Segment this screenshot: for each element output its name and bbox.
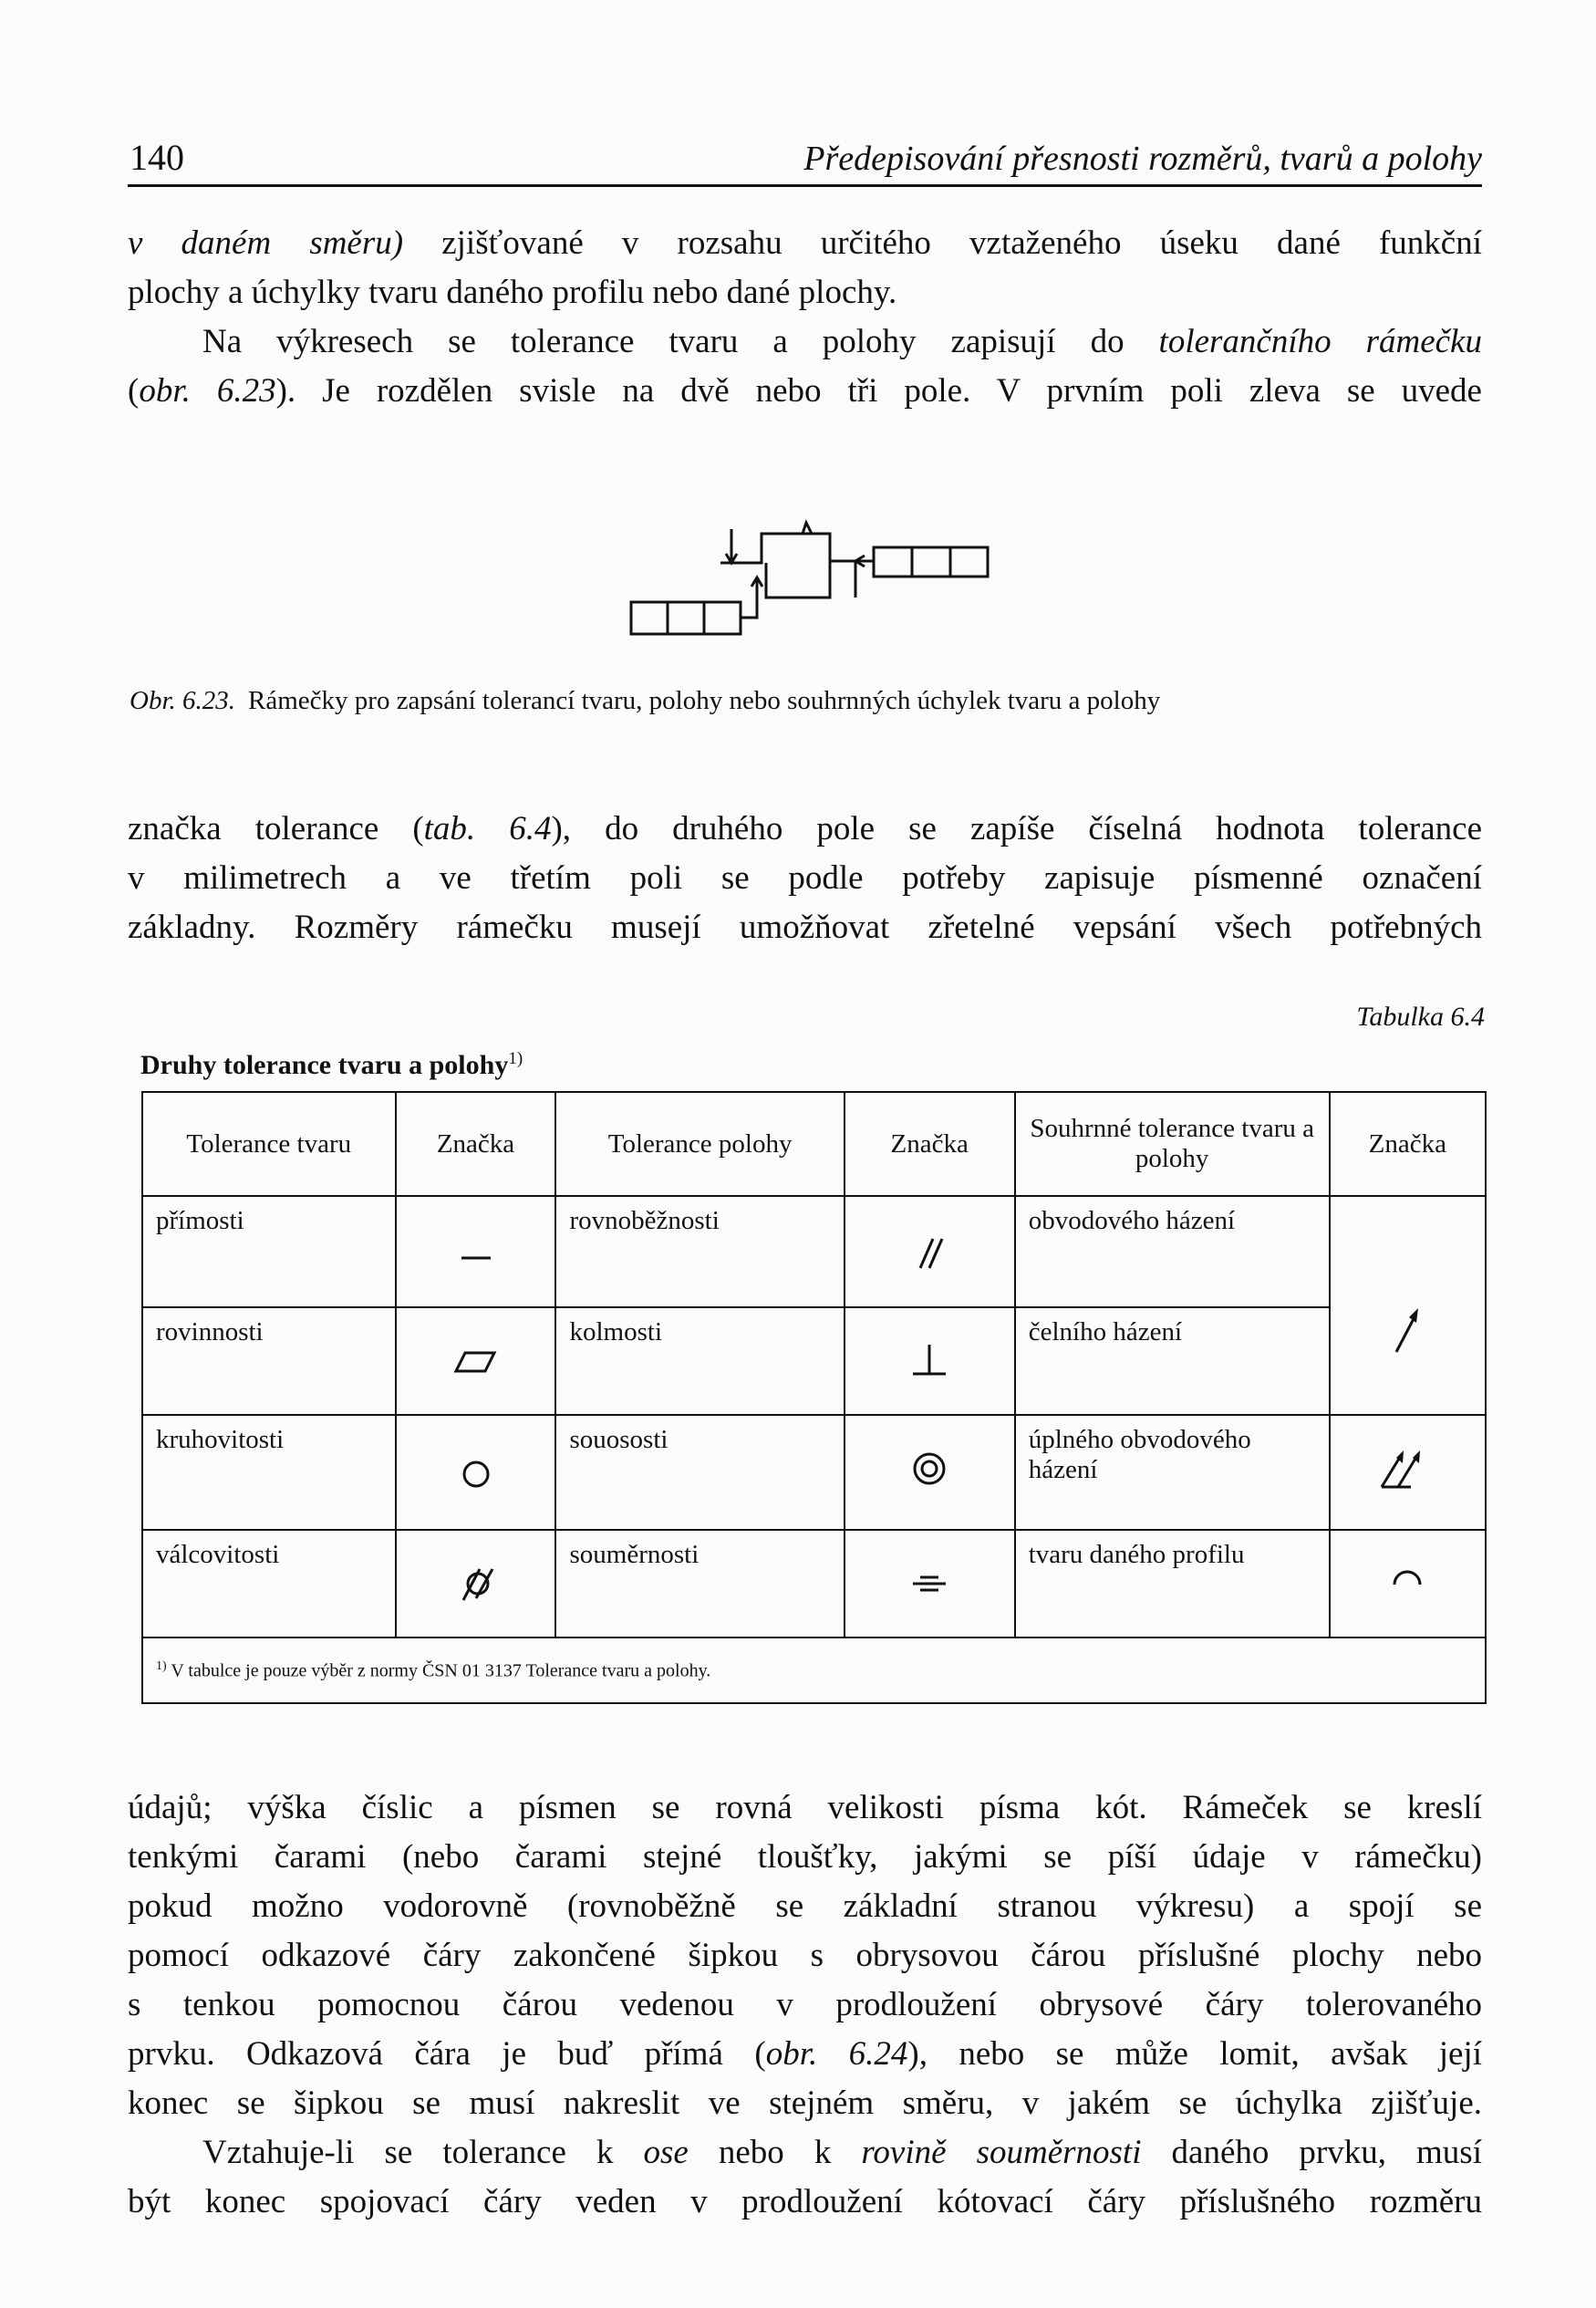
form-tolerance-cell: přímosti: [142, 1196, 396, 1307]
table-label: Tabulka 6.4: [1356, 1002, 1485, 1032]
column-header: Značka: [845, 1092, 1015, 1196]
flatness-symbol-icon: [449, 1335, 503, 1380]
text: prvku. Odkazová čára je buď přímá (: [128, 2035, 766, 2073]
text-line: [128, 367, 1482, 416]
text: ). Je rozdělen svisle na dvě nebo tři pole. V prvním poli zleva se uvede: [275, 372, 1482, 410]
part-outline: [720, 534, 830, 598]
circularity-symbol-icon: [449, 1441, 503, 1496]
text-line: pokud možno vodorovně (rovnoběžně se základní stranou výkresu) a spojí se: [128, 1887, 1482, 1925]
paragraph-4: [128, 2128, 1482, 2227]
text: ), do druhého pole se zapíše číselná hodnota tolerance: [551, 810, 1482, 847]
table-reference: tab. 6.4: [423, 810, 552, 847]
form-tolerance-cell: rovinnosti: [142, 1307, 396, 1415]
emphasis: ose: [643, 2134, 689, 2171]
lower-frame: [631, 602, 741, 634]
table-row: [142, 1530, 1486, 1637]
concentricity-symbol-icon: [902, 1441, 957, 1496]
text: značka tolerance (: [128, 810, 424, 847]
form-tolerance-cell: kruhovitosti: [142, 1415, 396, 1530]
text-line: [128, 219, 1482, 268]
emphasis: tolerančního rámečku: [1158, 323, 1482, 360]
text: (: [128, 372, 140, 410]
figure-reference: obr. 6.24: [765, 2035, 908, 2073]
table-row: [142, 1307, 1486, 1415]
paragraph-2: [128, 805, 1482, 952]
text: daného prvku, musí: [1141, 2134, 1482, 2171]
part-outline: [830, 561, 855, 598]
column-header: Značka: [1330, 1092, 1486, 1196]
text-line: [128, 805, 1482, 854]
symbol-cell: [845, 1530, 1015, 1637]
tolerance-frame-figure: [629, 506, 1012, 652]
text-line: v milimetrech a ve třetím poli se podle potřeby zapisuje písmenné označení: [128, 859, 1482, 897]
perpendicularity-symbol-icon: [902, 1330, 957, 1385]
symbol-cell: [396, 1530, 556, 1637]
text: Na výkresech se tolerance tvaru a polohy zapisují do: [202, 323, 1159, 360]
leader-line: [771, 523, 812, 534]
text-line: [128, 317, 1482, 367]
text-line: základny. Rozměry rámečku musejí umožňovat zřetelné vepsání všech potřebných: [128, 909, 1482, 946]
column-header: Souhrnné tolerance tvaru a polohy: [1015, 1092, 1330, 1196]
emphasis: v daném směru): [128, 224, 404, 262]
running-title: Předepisování přesnosti rozměrů, tvarů a polohy: [803, 140, 1482, 178]
table-footnote-row: [142, 1637, 1486, 1703]
figure-caption: [130, 686, 1479, 716]
text-line: [128, 2030, 1482, 2079]
symbol-cell: [845, 1196, 1015, 1307]
combined-tolerance-cell: čelního házení: [1015, 1307, 1330, 1415]
table-title: [140, 1049, 523, 1081]
symmetry-symbol-icon: [902, 1557, 957, 1603]
leader-line: [741, 579, 757, 618]
text-line: být konec spojovací čáry veden v prodloužení kótovací čáry příslušného rozměru: [128, 2183, 1482, 2220]
text: zjišťované v rozsahu určitého vztaženého úseku dané funkční: [403, 224, 1483, 262]
tolerance-table: [141, 1091, 1487, 1704]
table-footnote: [142, 1637, 1486, 1703]
text-line: s tenkou pomocnou čárou vedenou v prodloužení obrysové čáry tolerovaného: [128, 1986, 1482, 2023]
symbol-cell: [1330, 1530, 1486, 1637]
symbol-cell: [1330, 1415, 1486, 1530]
text: Vztahuje-li se tolerance k: [202, 2134, 644, 2171]
column-header: Tolerance polohy: [555, 1092, 844, 1196]
paragraph-1: [128, 219, 1482, 416]
title-text: Druhy tolerance tvaru a polohy: [140, 1050, 509, 1080]
page-number: 140: [130, 137, 184, 178]
position-tolerance-cell: souměrnosti: [555, 1530, 844, 1637]
position-tolerance-cell: souososti: [555, 1415, 844, 1530]
combined-tolerance-cell: obvodového házení: [1015, 1196, 1330, 1307]
profile-of-line-symbol-icon: [1380, 1557, 1435, 1603]
position-tolerance-cell: rovnoběžnosti: [555, 1196, 844, 1307]
circular-runout-symbol-icon: [1380, 1297, 1435, 1361]
footnote-mark: 1): [156, 1658, 167, 1673]
footnote-text: V tabulce je pouze výběr z normy ČSN 01 3137 Tolerance tvaru a polohy.: [171, 1660, 711, 1681]
column-header: Značka: [396, 1092, 556, 1196]
text-line: údajů; výška číslic a písmen se rovná velikosti písma kót. Rámeček se kreslí: [128, 1789, 1482, 1826]
table-row: [142, 1196, 1486, 1307]
position-tolerance-cell: kolmosti: [555, 1307, 844, 1415]
straightness-symbol-icon: [449, 1225, 503, 1271]
symbol-cell: [845, 1415, 1015, 1530]
cylindricity-symbol-icon: [449, 1553, 503, 1607]
figure-reference: obr. 6.23: [139, 372, 276, 410]
parallelism-symbol-icon: [902, 1221, 957, 1275]
text-line: pomocí odkazové čáry zakončené šipkou s obrysovou čárou příslušné plochy nebo: [128, 1937, 1482, 1974]
symbol-cell: [845, 1307, 1015, 1415]
right-frame: [874, 547, 988, 577]
page-header: [128, 128, 1482, 187]
table-row: [142, 1415, 1486, 1530]
symbol-cell: [396, 1415, 556, 1530]
figure-label: Obr. 6.23.: [130, 686, 236, 715]
form-tolerance-cell: válcovitosti: [142, 1530, 396, 1637]
text-line: tenkými čarami (nebo čarami stejné tloušťky, jakými se píší údaje v rámečku): [128, 1838, 1482, 1876]
text: ), nebo se může lomit, avšak její: [907, 2035, 1482, 2073]
caption-text: Rámečky pro zapsání tolerancí tvaru, polohy nebo souhrnných úchylek tvaru a polohy: [248, 686, 1161, 715]
symbol-cell: [396, 1307, 556, 1415]
combined-tolerance-cell: úplného obvodového házení: [1015, 1415, 1330, 1530]
text-line: plochy a úchylky tvaru daného profilu nebo dané plochy.: [128, 274, 897, 311]
symbol-cell: [396, 1196, 556, 1307]
text-line: [128, 2128, 1482, 2178]
table-header-row: [142, 1092, 1486, 1196]
column-header: Tolerance tvaru: [142, 1092, 396, 1196]
text-line: konec se šipkou se musí nakreslit ve stejném směru, v jakém se úchylka zjišťuje.: [128, 2084, 1482, 2122]
text: nebo k: [688, 2134, 862, 2171]
paragraph-3: [128, 1783, 1482, 2128]
total-runout-symbol-icon: [1371, 1441, 1444, 1496]
emphasis: rovině souměrnosti: [861, 2134, 1142, 2171]
symbol-cell: [1330, 1196, 1486, 1415]
combined-tolerance-cell: tvaru daného profilu: [1015, 1530, 1330, 1637]
footnote-mark: 1): [508, 1049, 523, 1068]
